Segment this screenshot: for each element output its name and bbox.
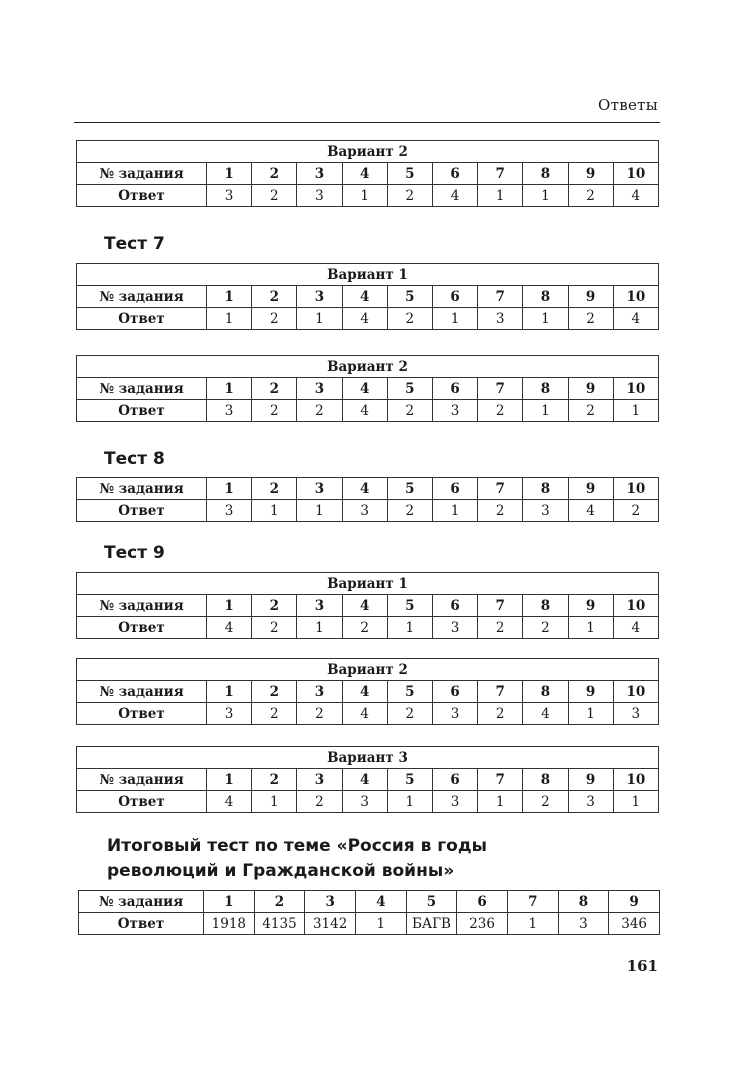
answer-cell: 1 bbox=[207, 308, 252, 330]
answer-table bbox=[76, 140, 659, 207]
answer-row bbox=[77, 185, 659, 207]
answer-cell: 2 bbox=[297, 791, 342, 813]
answer-cell: 2 bbox=[568, 185, 613, 207]
task-number-row-label: № задания bbox=[77, 769, 207, 791]
heading-final-line-2: революций и Гражданской войны» bbox=[107, 861, 455, 881]
answer-row-label: Ответ bbox=[77, 185, 207, 207]
task-number-cell: 6 bbox=[432, 595, 477, 617]
answer-row-label: Ответ bbox=[77, 308, 207, 330]
answer-cell: 3 bbox=[342, 500, 387, 522]
answer-cell: 3 bbox=[207, 185, 252, 207]
task-number-cell: 8 bbox=[523, 769, 568, 791]
running-head-title: Ответы bbox=[598, 96, 658, 114]
task-number-cell: 1 bbox=[207, 378, 252, 400]
task-number-cell: 1 bbox=[207, 163, 252, 185]
answer-cell: 1 bbox=[478, 185, 523, 207]
answer-cell: 1 bbox=[613, 400, 658, 422]
task-number-cell: 1 bbox=[207, 769, 252, 791]
task-number-cell: 3 bbox=[297, 378, 342, 400]
task-number-cell: 9 bbox=[568, 378, 613, 400]
task-number-row-label: № задания bbox=[77, 378, 207, 400]
answer-cell: 2 bbox=[297, 400, 342, 422]
variant-title: Вариант 2 bbox=[77, 356, 659, 378]
answer-cell: 2 bbox=[252, 185, 297, 207]
task-number-row bbox=[77, 681, 659, 703]
task-number-cell: 1 bbox=[207, 681, 252, 703]
answer-cell: 3 bbox=[297, 185, 342, 207]
task-number-cell: 7 bbox=[478, 163, 523, 185]
task-number-row-label: № задания bbox=[79, 891, 204, 913]
answer-cell: 2 bbox=[252, 703, 297, 725]
task-number-cell: 6 bbox=[432, 769, 477, 791]
task-number-cell: 9 bbox=[568, 286, 613, 308]
answer-row bbox=[77, 308, 659, 330]
task-number-cell: 6 bbox=[432, 478, 477, 500]
task-number-cell: 4 bbox=[355, 891, 406, 913]
task-number-cell: 5 bbox=[387, 681, 432, 703]
answer-cell: 4 bbox=[523, 703, 568, 725]
task-number-cell: 5 bbox=[387, 769, 432, 791]
task-number-row-label: № задания bbox=[77, 595, 207, 617]
task-number-row bbox=[77, 478, 659, 500]
task-number-cell: 7 bbox=[507, 891, 558, 913]
heading-test-8: Тест 8 bbox=[104, 449, 165, 469]
answer-cell: 4 bbox=[613, 308, 658, 330]
task-number-row bbox=[77, 769, 659, 791]
task-number-row bbox=[77, 163, 659, 185]
task-number-row-label: № задания bbox=[77, 681, 207, 703]
answer-cell: 4 bbox=[207, 791, 252, 813]
answer-cell: 1 bbox=[432, 308, 477, 330]
answer-cell: 3 bbox=[613, 703, 658, 725]
variant-title: Вариант 2 bbox=[77, 659, 659, 681]
answer-cell: 3 bbox=[432, 617, 477, 639]
answer-cell: 346 bbox=[609, 913, 660, 935]
task-number-cell: 4 bbox=[342, 378, 387, 400]
heading-test-7: Тест 7 bbox=[104, 234, 165, 254]
task-number-cell: 1 bbox=[207, 478, 252, 500]
task-number-row bbox=[77, 286, 659, 308]
answer-row-label: Ответ bbox=[77, 400, 207, 422]
answer-cell: БАГВ bbox=[406, 913, 457, 935]
answer-row-label: Ответ bbox=[77, 617, 207, 639]
task-number-row-label: № задания bbox=[77, 478, 207, 500]
page-number: 161 bbox=[626, 957, 658, 975]
heading-test-9: Тест 9 bbox=[104, 543, 165, 563]
task-number-cell: 3 bbox=[297, 163, 342, 185]
answer-row bbox=[77, 400, 659, 422]
answer-cell: 3 bbox=[432, 400, 477, 422]
task-number-cell: 4 bbox=[342, 681, 387, 703]
task-number-cell: 8 bbox=[523, 478, 568, 500]
answer-cell: 4 bbox=[613, 617, 658, 639]
task-number-cell: 5 bbox=[387, 478, 432, 500]
answer-cell: 1 bbox=[568, 617, 613, 639]
answer-row bbox=[77, 617, 659, 639]
answer-cell: 4 bbox=[432, 185, 477, 207]
variant-title: Вариант 2 bbox=[77, 141, 659, 163]
answer-cell: 2 bbox=[387, 703, 432, 725]
answer-cell: 2 bbox=[387, 400, 432, 422]
answer-cell: 2 bbox=[568, 400, 613, 422]
answer-cell: 1 bbox=[568, 703, 613, 725]
answer-row-label: Ответ bbox=[77, 791, 207, 813]
variant-row bbox=[77, 264, 659, 286]
answer-cell: 4 bbox=[342, 308, 387, 330]
answer-cell: 3 bbox=[207, 500, 252, 522]
answer-cell: 2 bbox=[252, 308, 297, 330]
answer-cell: 2 bbox=[568, 308, 613, 330]
task-number-cell: 7 bbox=[478, 378, 523, 400]
answer-cell: 3 bbox=[432, 703, 477, 725]
answer-cell: 1 bbox=[523, 308, 568, 330]
task-number-cell: 8 bbox=[523, 378, 568, 400]
answer-cell: 3 bbox=[342, 791, 387, 813]
answer-cell: 3 bbox=[478, 308, 523, 330]
answer-cell: 1 bbox=[387, 617, 432, 639]
answer-row bbox=[79, 913, 660, 935]
answer-cell: 1 bbox=[297, 308, 342, 330]
task-number-cell: 2 bbox=[252, 378, 297, 400]
task-number-row-label: № задания bbox=[77, 286, 207, 308]
task-number-row-label: № задания bbox=[77, 163, 207, 185]
answer-cell: 1 bbox=[432, 500, 477, 522]
answer-row bbox=[77, 703, 659, 725]
task-number-cell: 10 bbox=[613, 681, 658, 703]
answer-cell: 1 bbox=[387, 791, 432, 813]
task-number-cell: 8 bbox=[523, 286, 568, 308]
answer-table-final bbox=[78, 890, 660, 935]
heading-final-line-1: Итоговый тест по теме «Россия в годы bbox=[107, 836, 487, 856]
task-number-cell: 8 bbox=[558, 891, 609, 913]
answer-cell: 4 bbox=[342, 400, 387, 422]
task-number-row bbox=[79, 891, 660, 913]
answer-cell: 1918 bbox=[204, 913, 255, 935]
task-number-cell: 2 bbox=[252, 286, 297, 308]
answer-cell: 1 bbox=[297, 500, 342, 522]
variant-title: Вариант 1 bbox=[77, 573, 659, 595]
answer-table bbox=[76, 572, 659, 639]
answer-cell: 2 bbox=[478, 500, 523, 522]
answer-cell: 1 bbox=[523, 400, 568, 422]
answer-cell: 2 bbox=[297, 703, 342, 725]
task-number-cell: 5 bbox=[387, 163, 432, 185]
task-number-cell: 3 bbox=[297, 681, 342, 703]
task-number-cell: 9 bbox=[568, 163, 613, 185]
answer-cell: 1 bbox=[613, 791, 658, 813]
answer-table bbox=[76, 658, 659, 725]
task-number-cell: 10 bbox=[613, 163, 658, 185]
task-number-cell: 2 bbox=[254, 891, 305, 913]
answer-cell: 2 bbox=[613, 500, 658, 522]
task-number-cell: 5 bbox=[406, 891, 457, 913]
task-number-cell: 2 bbox=[252, 769, 297, 791]
answer-cell: 236 bbox=[457, 913, 508, 935]
task-number-cell: 4 bbox=[342, 163, 387, 185]
task-number-cell: 7 bbox=[478, 595, 523, 617]
answer-cell: 2 bbox=[478, 703, 523, 725]
task-number-cell: 7 bbox=[478, 769, 523, 791]
answer-cell: 4 bbox=[342, 703, 387, 725]
task-number-cell: 4 bbox=[342, 595, 387, 617]
variant-row bbox=[77, 356, 659, 378]
answer-row bbox=[77, 500, 659, 522]
task-number-cell: 8 bbox=[523, 595, 568, 617]
task-number-cell: 4 bbox=[342, 286, 387, 308]
answer-cell: 1 bbox=[297, 617, 342, 639]
task-number-cell: 10 bbox=[613, 769, 658, 791]
task-number-cell: 6 bbox=[432, 378, 477, 400]
answer-cell: 2 bbox=[478, 400, 523, 422]
answer-cell: 1 bbox=[523, 185, 568, 207]
answer-row-label: Ответ bbox=[77, 500, 207, 522]
task-number-cell: 1 bbox=[207, 595, 252, 617]
task-number-cell: 9 bbox=[609, 891, 660, 913]
task-number-cell: 4 bbox=[342, 769, 387, 791]
task-number-cell: 2 bbox=[252, 478, 297, 500]
variant-row bbox=[77, 659, 659, 681]
answer-row-label: Ответ bbox=[79, 913, 204, 935]
task-number-cell: 6 bbox=[457, 891, 508, 913]
task-number-cell: 9 bbox=[568, 769, 613, 791]
answer-cell: 2 bbox=[387, 308, 432, 330]
answer-cell: 1 bbox=[478, 791, 523, 813]
answer-cell: 1 bbox=[252, 791, 297, 813]
answer-cell: 3 bbox=[207, 400, 252, 422]
answer-cell: 2 bbox=[523, 617, 568, 639]
task-number-cell: 10 bbox=[613, 478, 658, 500]
answer-row bbox=[77, 791, 659, 813]
task-number-cell: 3 bbox=[297, 286, 342, 308]
answer-cell: 2 bbox=[252, 617, 297, 639]
answer-cell: 2 bbox=[478, 617, 523, 639]
task-number-cell: 1 bbox=[204, 891, 255, 913]
answer-cell: 3 bbox=[558, 913, 609, 935]
task-number-cell: 3 bbox=[297, 478, 342, 500]
answer-cell: 4 bbox=[207, 617, 252, 639]
task-number-cell: 5 bbox=[387, 595, 432, 617]
answer-table bbox=[76, 746, 659, 813]
answer-cell: 3 bbox=[432, 791, 477, 813]
task-number-cell: 1 bbox=[207, 286, 252, 308]
answer-cell: 3142 bbox=[305, 913, 356, 935]
task-number-cell: 10 bbox=[613, 286, 658, 308]
task-number-cell: 7 bbox=[478, 286, 523, 308]
task-number-cell: 5 bbox=[387, 286, 432, 308]
answer-cell: 2 bbox=[523, 791, 568, 813]
answer-cell: 1 bbox=[507, 913, 558, 935]
answer-cell: 1 bbox=[252, 500, 297, 522]
task-number-row bbox=[77, 595, 659, 617]
answer-cell: 2 bbox=[387, 185, 432, 207]
heading-final-test bbox=[107, 834, 487, 884]
task-number-cell: 9 bbox=[568, 681, 613, 703]
task-number-cell: 9 bbox=[568, 595, 613, 617]
answer-cell: 3 bbox=[568, 791, 613, 813]
variant-row bbox=[77, 573, 659, 595]
variant-row bbox=[77, 141, 659, 163]
task-number-cell: 6 bbox=[432, 681, 477, 703]
task-number-cell: 2 bbox=[252, 163, 297, 185]
answer-table bbox=[76, 263, 659, 330]
answer-table bbox=[76, 477, 659, 522]
task-number-cell: 3 bbox=[305, 891, 356, 913]
answer-row-label: Ответ bbox=[77, 703, 207, 725]
answer-cell: 4 bbox=[613, 185, 658, 207]
answer-cell: 2 bbox=[387, 500, 432, 522]
answer-cell: 3 bbox=[523, 500, 568, 522]
answer-cell: 3 bbox=[207, 703, 252, 725]
answer-table bbox=[76, 355, 659, 422]
task-number-cell: 10 bbox=[613, 595, 658, 617]
task-number-cell: 8 bbox=[523, 681, 568, 703]
answer-cell: 1 bbox=[355, 913, 406, 935]
task-number-cell: 2 bbox=[252, 595, 297, 617]
task-number-cell: 8 bbox=[523, 163, 568, 185]
task-number-cell: 10 bbox=[613, 378, 658, 400]
task-number-cell: 3 bbox=[297, 595, 342, 617]
variant-row bbox=[77, 747, 659, 769]
task-number-row bbox=[77, 378, 659, 400]
task-number-cell: 9 bbox=[568, 478, 613, 500]
task-number-cell: 4 bbox=[342, 478, 387, 500]
answer-cell: 2 bbox=[252, 400, 297, 422]
task-number-cell: 3 bbox=[297, 769, 342, 791]
task-number-cell: 7 bbox=[478, 478, 523, 500]
task-number-cell: 7 bbox=[478, 681, 523, 703]
task-number-cell: 6 bbox=[432, 163, 477, 185]
answer-cell: 4 bbox=[568, 500, 613, 522]
answer-cell: 1 bbox=[342, 185, 387, 207]
variant-title: Вариант 3 bbox=[77, 747, 659, 769]
answer-cell: 4135 bbox=[254, 913, 305, 935]
running-head bbox=[74, 92, 660, 123]
task-number-cell: 2 bbox=[252, 681, 297, 703]
answer-cell: 2 bbox=[342, 617, 387, 639]
task-number-cell: 5 bbox=[387, 378, 432, 400]
task-number-cell: 6 bbox=[432, 286, 477, 308]
variant-title: Вариант 1 bbox=[77, 264, 659, 286]
